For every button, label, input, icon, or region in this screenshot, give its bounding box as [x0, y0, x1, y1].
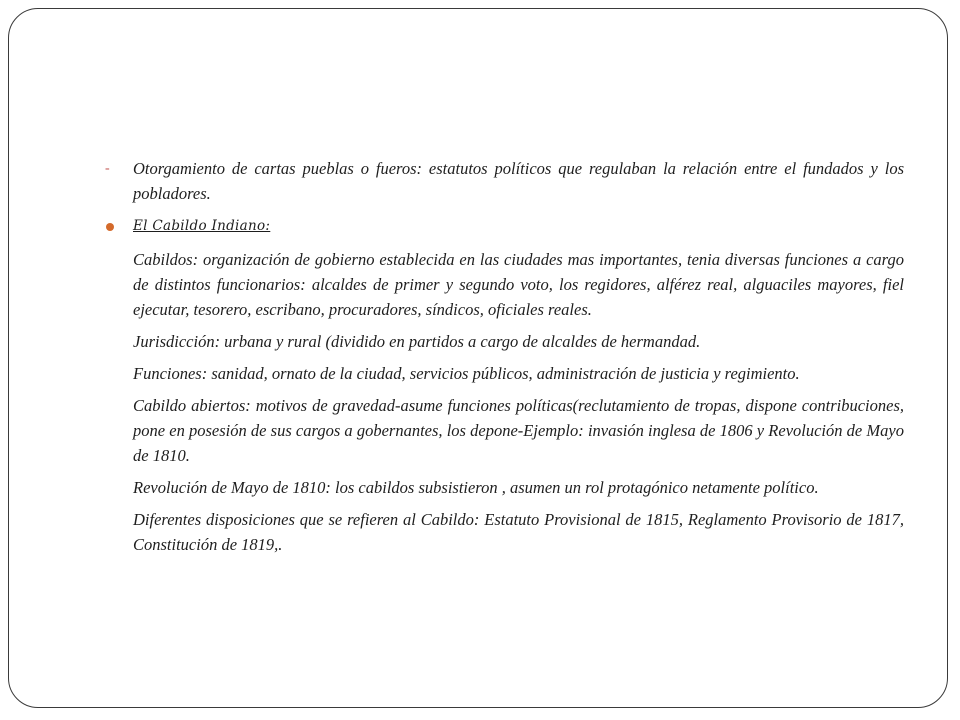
paragraph-text: Diferentes disposiciones que se refieren al Cabildo: Estatuto Provisional de 1815, Reglamento Provisorio de 1817, Constitución de 1819,.: [133, 510, 904, 554]
paragraph-text: Cabildos: organización de gobierno establecida en las ciudades mas importantes, tenia diversas funciones a cargo de distintos funcionarios: alcaldes de primer y segundo voto, los regidores, alférez real, alguaciles mayores, fiel ejecutar, tesorero, escribano, procuradores, síndicos, oficiales reales.: [133, 250, 904, 319]
list-item-text: Otorgamiento de cartas pueblas o fueros: estatutos políticos que regulaban la relación entre el fundados y los pobladores.: [133, 159, 904, 203]
paragraph-text: Funciones: sanidad, ornato de la ciudad, servicios públicos, administración de justicia y regimiento.: [133, 364, 800, 383]
dash-marker: -: [105, 161, 110, 176]
paragraph-cabildos: [102, 247, 904, 322]
paragraph-text: Revolución de Mayo de 1810: los cabildos subsistieron , asumen un rol protagónico netamente político.: [133, 478, 819, 497]
paragraph-revolucion-mayo: [102, 475, 904, 500]
slide-content: [102, 156, 904, 564]
paragraph-text: Cabildo abiertos: motivos de gravedad-asume funciones políticas(reclutamiento de tropas, dispone contribuciones, pone en posesión de sus cargos a gobernantes, los depone-Ejemplo: invasión inglesa de 1806 y Revolución de Mayo de 1810.: [133, 396, 904, 465]
paragraph-text: Jurisdicción: urbana y rural (dividido en partidos a cargo de alcaldes de hermandad.: [133, 332, 701, 351]
section-heading: El Cabildo Indiano:: [133, 218, 271, 234]
paragraph-jurisdiccion: [102, 329, 904, 354]
paragraph-cabildo-abiertos: [102, 393, 904, 468]
paragraph-disposiciones: [102, 507, 904, 557]
list-item-cartas-pueblas: [102, 156, 904, 206]
section-heading-row: [102, 214, 904, 239]
paragraph-funciones: [102, 361, 904, 386]
